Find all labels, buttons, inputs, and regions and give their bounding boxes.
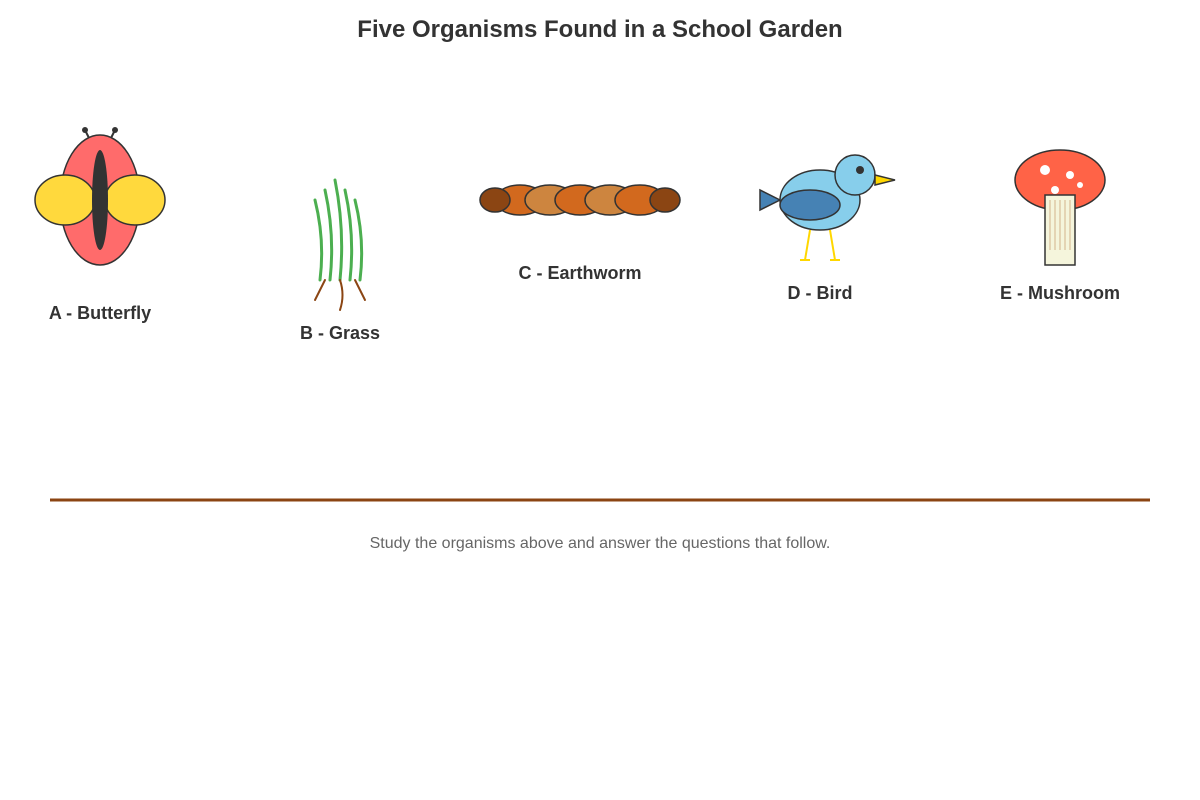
label-grass: B - Grass	[299, 323, 381, 343]
label-mushroom: E - Mushroom	[1000, 283, 1120, 303]
label-earthworm: C - Earthworm	[518, 263, 642, 283]
label-butterfly: A - Butterfly	[48, 303, 152, 323]
bird-icon	[760, 155, 895, 260]
grass-icon	[315, 180, 365, 310]
earthworm-icon	[480, 185, 680, 215]
instructions-caption: Study the organisms above and answer the questions that follow.	[369, 535, 831, 552]
butterfly-icon	[35, 127, 165, 265]
label-bird: D - Bird	[787, 283, 853, 303]
page-title: Five Organisms Found in a School Garden	[357, 16, 843, 43]
mushroom-icon	[1015, 150, 1105, 265]
